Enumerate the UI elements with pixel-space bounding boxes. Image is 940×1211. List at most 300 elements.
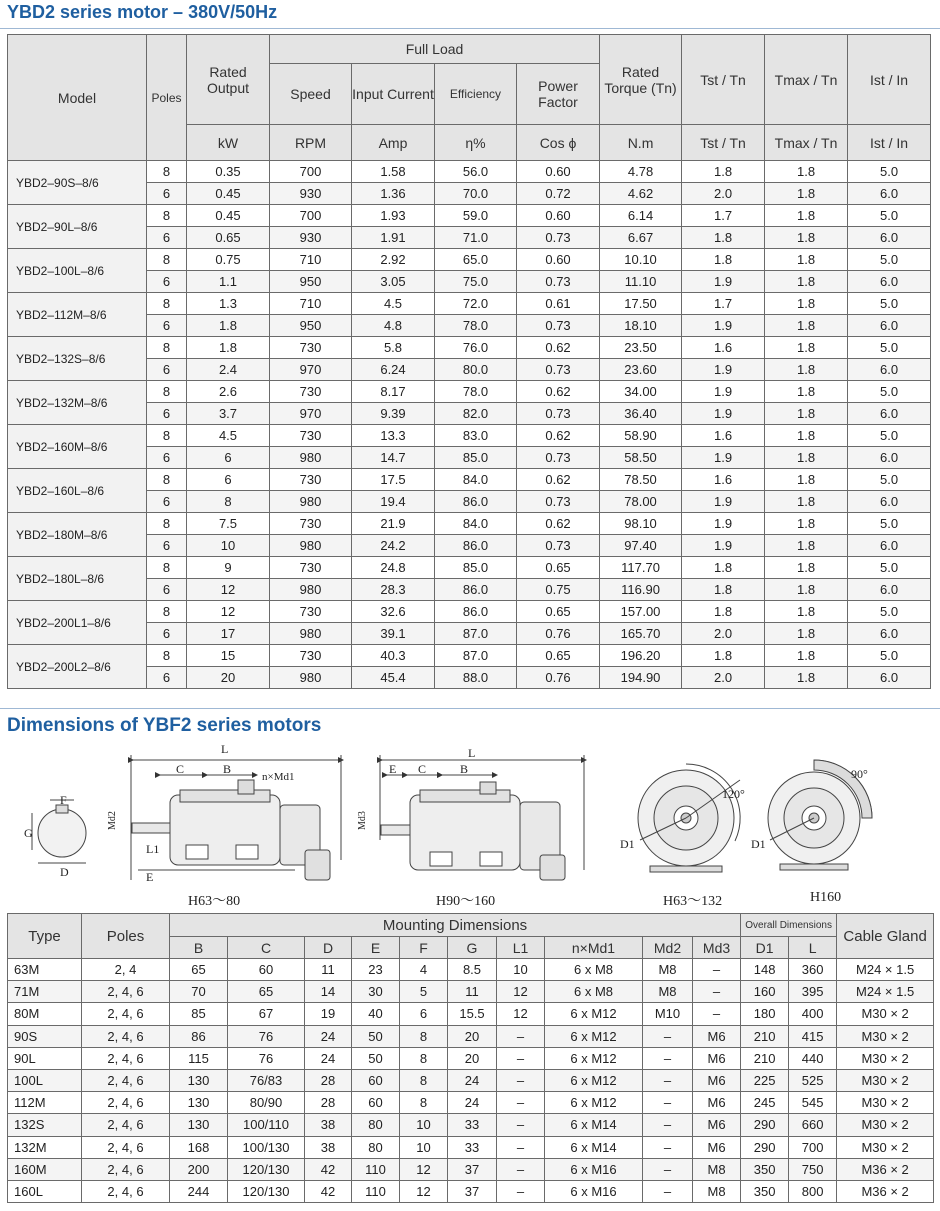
table-cell: 8	[147, 249, 187, 271]
table-cell: 1.93	[352, 205, 435, 227]
table-cell: 5.0	[848, 425, 931, 447]
table-cell: 1.8	[765, 403, 848, 425]
table-cell: 6 x M12	[545, 1003, 643, 1025]
label-D1-2: D1	[751, 837, 766, 851]
table-cell: 117.70	[600, 557, 682, 579]
table-cell: –	[497, 1114, 545, 1136]
table-cell: 6.0	[848, 271, 931, 293]
table-cell: 80/90	[228, 1092, 305, 1114]
table-cell: 5.0	[848, 337, 931, 359]
table-cell: 12	[400, 1158, 448, 1180]
table-cell: 1.36	[352, 183, 435, 205]
table-cell: 1.7	[682, 293, 765, 315]
model-name: YBD2–132S–8/6	[8, 337, 147, 381]
table-cell: 39.1	[352, 623, 435, 645]
table-cell: 38	[305, 1136, 352, 1158]
table-cell: 6 x M14	[545, 1114, 643, 1136]
motor-type: 63M	[8, 959, 82, 981]
header-tmax-tn: Tmax / Tn	[765, 35, 848, 125]
label-C-2: C	[418, 762, 427, 776]
table-cell: 6.0	[848, 623, 931, 645]
table-cell: M30 × 2	[837, 1003, 934, 1025]
table-cell: 5.0	[848, 513, 931, 535]
header-model: Model	[8, 35, 147, 161]
table-cell: –	[643, 1114, 693, 1136]
table-cell: –	[643, 1092, 693, 1114]
table-cell: 5.0	[848, 205, 931, 227]
table-cell: M30 × 2	[837, 1069, 934, 1091]
table-cell: 6	[187, 447, 270, 469]
table-cell: 19	[305, 1003, 352, 1025]
table-cell: 60	[352, 1092, 400, 1114]
table-cell: 8	[147, 425, 187, 447]
table-cell: 1.8	[765, 315, 848, 337]
table-cell: 730	[270, 469, 352, 491]
table-cell: 6	[147, 667, 187, 689]
label-L1: L1	[146, 842, 160, 856]
table-cell: 980	[270, 667, 352, 689]
table-cell: 6.0	[848, 183, 931, 205]
table-cell: 23	[352, 959, 400, 981]
table-cell: 1.8	[765, 557, 848, 579]
table-cell: 20	[448, 1025, 497, 1047]
table-cell: 130	[170, 1069, 228, 1091]
table-cell: 86.0	[435, 601, 517, 623]
table-cell: M30 × 2	[837, 1025, 934, 1047]
table-row	[8, 1136, 934, 1158]
header-mounting: Mounting Dimensions	[170, 914, 741, 937]
table-cell: 1.6	[682, 469, 765, 491]
model-name: YBD2–200L2–8/6	[8, 645, 147, 689]
table-cell: 8	[147, 293, 187, 315]
table-cell: 120/130	[228, 1158, 305, 1180]
dim-col-header: E	[352, 937, 400, 959]
table-cell: 8.5	[448, 959, 497, 981]
table-row	[8, 161, 940, 183]
table-cell: 2, 4, 6	[82, 1047, 170, 1069]
table-cell: 6.0	[848, 227, 931, 249]
table-cell: 0.73	[517, 271, 600, 293]
table-cell: 245	[741, 1092, 789, 1114]
table-cell: 85.0	[435, 557, 517, 579]
table-cell: 65.0	[435, 249, 517, 271]
table-cell: 6 x M12	[545, 1047, 643, 1069]
dim-col-header: Md3	[693, 937, 741, 959]
table-cell: 28.3	[352, 579, 435, 601]
table-cell: 33	[448, 1114, 497, 1136]
table-cell: 78.00	[600, 491, 682, 513]
table-cell: 5.0	[848, 293, 931, 315]
table-row	[8, 513, 940, 535]
table-cell: 14	[305, 981, 352, 1003]
table-cell: 200	[170, 1158, 228, 1180]
model-name: YBD2–180M–8/6	[8, 513, 147, 557]
table-row	[8, 1180, 934, 1202]
table-cell: 0.60	[517, 161, 600, 183]
table-cell: 13.3	[352, 425, 435, 447]
table-cell: 1.6	[682, 337, 765, 359]
table-cell: 970	[270, 403, 352, 425]
table-cell: 15	[187, 645, 270, 667]
table-cell: 28	[305, 1069, 352, 1091]
table-cell: 0.73	[517, 227, 600, 249]
table-cell: 2, 4, 6	[82, 1069, 170, 1091]
table-cell: 0.73	[517, 535, 600, 557]
table-row	[8, 425, 940, 447]
table-cell: –	[497, 1025, 545, 1047]
table-cell: 1.9	[682, 403, 765, 425]
table-cell: 710	[270, 249, 352, 271]
table-cell: 6.0	[848, 535, 931, 557]
table-cell: 700	[789, 1136, 837, 1158]
table-cell: 180	[741, 1003, 789, 1025]
table-cell: –	[643, 1069, 693, 1091]
table-cell: 0.65	[517, 601, 600, 623]
table-cell: 1.8	[765, 249, 848, 271]
table-cell: 23.60	[600, 359, 682, 381]
table-cell: M24 × 1.5	[837, 959, 934, 981]
table-cell: 0.75	[187, 249, 270, 271]
table-cell: 2, 4, 6	[82, 1114, 170, 1136]
table-row	[8, 381, 940, 403]
table-cell: 24.8	[352, 557, 435, 579]
label-E-2: E	[389, 762, 397, 776]
table-cell: 37	[448, 1158, 497, 1180]
table-cell: 1.8	[682, 601, 765, 623]
table-cell: –	[497, 1180, 545, 1202]
table-cell: 0.76	[517, 667, 600, 689]
table-cell: 2, 4, 6	[82, 1003, 170, 1025]
table-cell: 5.0	[848, 381, 931, 403]
table-cell: 400	[789, 1003, 837, 1025]
table-cell: 15.5	[448, 1003, 497, 1025]
table-cell: 6 x M8	[545, 981, 643, 1003]
table-cell: 6	[147, 227, 187, 249]
table-cell: 1.8	[765, 469, 848, 491]
table-cell: 980	[270, 535, 352, 557]
table-cell: 32.6	[352, 601, 435, 623]
table-cell: 6 x M16	[545, 1158, 643, 1180]
table-cell: 730	[270, 337, 352, 359]
table-cell: 58.90	[600, 425, 682, 447]
label-G: G	[24, 826, 33, 840]
table-cell: 80.0	[435, 359, 517, 381]
table-row	[8, 227, 940, 249]
table-cell: 730	[270, 645, 352, 667]
table-cell: 5.8	[352, 337, 435, 359]
header-ist-in: Ist / In	[848, 35, 931, 125]
table-cell: 160	[741, 981, 789, 1003]
motor-side-view-large	[380, 755, 584, 880]
table-cell: 1.8	[765, 513, 848, 535]
table-row	[8, 1069, 934, 1091]
table-cell: 1.8	[187, 315, 270, 337]
table-cell: 0.62	[517, 425, 600, 447]
table-cell: 6 x M12	[545, 1025, 643, 1047]
table-cell: 40.3	[352, 645, 435, 667]
table-cell: 0.62	[517, 469, 600, 491]
table-cell: 0.60	[517, 249, 600, 271]
table-row	[8, 1003, 934, 1025]
table-cell: 5.0	[848, 645, 931, 667]
table-cell: 34.00	[600, 381, 682, 403]
table-cell: M30 × 2	[837, 1092, 934, 1114]
table-cell: 1.7	[682, 205, 765, 227]
unit-cell: Cos ϕ	[517, 125, 600, 161]
unit-cell: N.m	[600, 125, 682, 161]
table-cell: 110	[352, 1158, 400, 1180]
label-90: 90°	[851, 767, 868, 781]
table-cell: 4.5	[352, 293, 435, 315]
label-B-1: B	[223, 762, 232, 776]
table-cell: 6.0	[848, 491, 931, 513]
table-row	[8, 183, 940, 205]
table-cell: 10.10	[600, 249, 682, 271]
table-cell: 20	[187, 667, 270, 689]
table-cell: 700	[270, 161, 352, 183]
table-cell: 2.0	[682, 623, 765, 645]
label-D1-1: D1	[620, 837, 635, 851]
table-cell: 87.0	[435, 645, 517, 667]
table-cell: 80	[352, 1136, 400, 1158]
table-cell: 750	[789, 1158, 837, 1180]
table-cell: 45.4	[352, 667, 435, 689]
table-cell: 210	[741, 1047, 789, 1069]
model-name: YBD2–132M–8/6	[8, 381, 147, 425]
unit-cell: Ist / In	[848, 125, 931, 161]
table-cell: 10	[187, 535, 270, 557]
table-cell: 6 x M12	[545, 1092, 643, 1114]
table-cell: 11	[448, 981, 497, 1003]
table-cell: 6.0	[848, 315, 931, 337]
table-cell: 30	[352, 981, 400, 1003]
table-cell: 2, 4, 6	[82, 1136, 170, 1158]
table-cell: 76	[228, 1047, 305, 1069]
table-cell: 1.8	[765, 535, 848, 557]
table-cell: 50	[352, 1047, 400, 1069]
motor-type: 160M	[8, 1158, 82, 1180]
title-divider	[0, 28, 940, 29]
motor-type: 160L	[8, 1180, 82, 1202]
table-cell: 8	[147, 381, 187, 403]
table-cell: 17	[187, 623, 270, 645]
table-cell: 2, 4, 6	[82, 981, 170, 1003]
table-cell: 5.0	[848, 469, 931, 491]
table-cell: 210	[741, 1025, 789, 1047]
table-cell: 10	[400, 1114, 448, 1136]
unit-cell: Tmax / Tn	[765, 125, 848, 161]
table-cell: 1.3	[187, 293, 270, 315]
table-cell: 6	[147, 271, 187, 293]
table-cell: 5.0	[848, 601, 931, 623]
table-cell: 6 x M12	[545, 1069, 643, 1091]
table-cell: 71.0	[435, 227, 517, 249]
table-cell: –	[643, 1158, 693, 1180]
table-cell: 12	[497, 981, 545, 1003]
table-cell: 5.0	[848, 161, 931, 183]
table-cell: 3.05	[352, 271, 435, 293]
table-cell: 86.0	[435, 535, 517, 557]
table-row	[8, 249, 940, 271]
table-cell: 244	[170, 1180, 228, 1202]
table-cell: M6	[693, 1114, 741, 1136]
dim-col-header: B	[170, 937, 228, 959]
model-name: YBD2–90L–8/6	[8, 205, 147, 249]
table-cell: 1.8	[682, 579, 765, 601]
table-cell: 1.9	[682, 491, 765, 513]
table-cell: 1.8	[187, 337, 270, 359]
dim-col-header: D1	[741, 937, 789, 959]
table-cell: 3.7	[187, 403, 270, 425]
table-cell: 4.78	[600, 161, 682, 183]
table-cell: 194.90	[600, 667, 682, 689]
model-name: YBD2–180L–8/6	[8, 557, 147, 601]
table-row	[8, 447, 940, 469]
label-L-2: L	[468, 746, 476, 760]
table-cell: M36 × 2	[837, 1180, 934, 1202]
table-cell: 8	[147, 557, 187, 579]
table-cell: 38	[305, 1114, 352, 1136]
header-efficiency: Efficiency	[435, 64, 517, 125]
table-cell: 196.20	[600, 645, 682, 667]
table-cell: 11	[305, 959, 352, 981]
section-title-dimensions: Dimensions of YBF2 series motors	[7, 715, 322, 736]
dim-col-header: L1	[497, 937, 545, 959]
table-cell: 85.0	[435, 447, 517, 469]
model-name: YBD2–160L–8/6	[8, 469, 147, 513]
table-cell: 78.0	[435, 381, 517, 403]
table-row	[8, 1047, 934, 1069]
table-cell: 1.8	[765, 601, 848, 623]
table-row	[8, 205, 940, 227]
table-cell: 7.5	[187, 513, 270, 535]
table-cell: 78.0	[435, 315, 517, 337]
table-cell: 20	[448, 1047, 497, 1069]
table-cell: 0.73	[517, 315, 600, 337]
table-cell: 395	[789, 981, 837, 1003]
table-cell: 120/130	[228, 1180, 305, 1202]
table-cell: M8	[643, 981, 693, 1003]
table-row	[8, 403, 940, 425]
table-cell: 1.8	[765, 161, 848, 183]
table-cell: 2, 4	[82, 959, 170, 981]
table-cell: 2, 4, 6	[82, 1025, 170, 1047]
table-cell: 65	[228, 981, 305, 1003]
table-cell: 14.7	[352, 447, 435, 469]
table-cell: 19.4	[352, 491, 435, 513]
header-rated-torque: Rated Torque (Tn)	[600, 35, 682, 125]
table-cell: 8.17	[352, 381, 435, 403]
table-row	[8, 315, 940, 337]
table-cell: –	[643, 1136, 693, 1158]
header-full-load: Full Load	[270, 35, 600, 64]
unit-cell: η%	[435, 125, 517, 161]
shaft-end-view	[32, 800, 86, 863]
unit-cell: RPM	[270, 125, 352, 161]
table-cell: –	[497, 1136, 545, 1158]
table-cell: M6	[693, 1047, 741, 1069]
table-cell: 1.8	[682, 645, 765, 667]
table-cell: 83.0	[435, 425, 517, 447]
table-cell: 980	[270, 447, 352, 469]
table-cell: 168	[170, 1136, 228, 1158]
table-cell: 440	[789, 1047, 837, 1069]
table-cell: M30 × 2	[837, 1136, 934, 1158]
table-cell: 6	[147, 535, 187, 557]
table-cell: 33	[448, 1136, 497, 1158]
table-cell: 415	[789, 1025, 837, 1047]
motor-front-view-120	[638, 764, 740, 872]
table-cell: 0.73	[517, 403, 600, 425]
table-cell: 78.50	[600, 469, 682, 491]
table-cell: 800	[789, 1180, 837, 1202]
table-cell: 42	[305, 1180, 352, 1202]
table-cell: 4	[400, 959, 448, 981]
table-cell: 6.67	[600, 227, 682, 249]
table-row	[8, 337, 940, 359]
table-cell: 930	[270, 183, 352, 205]
dim-col-header: n×Md1	[545, 937, 643, 959]
table-cell: 165.70	[600, 623, 682, 645]
table-cell: 5.0	[848, 249, 931, 271]
table-cell: 8	[147, 645, 187, 667]
unit-cell: Tst / Tn	[682, 125, 765, 161]
table-row	[8, 1025, 934, 1047]
table-cell: –	[497, 1158, 545, 1180]
table-cell: 930	[270, 227, 352, 249]
table-cell: –	[693, 981, 741, 1003]
table-row	[8, 293, 940, 315]
table-cell: –	[643, 1047, 693, 1069]
motor-type: 132M	[8, 1136, 82, 1158]
caption-h90-160: H90～160	[436, 894, 496, 909]
table-cell: 1.8	[765, 293, 848, 315]
table-cell: 100/130	[228, 1136, 305, 1158]
motor-type: 80M	[8, 1003, 82, 1025]
table-cell: 1.8	[765, 227, 848, 249]
table-cell: 0.65	[517, 645, 600, 667]
table-cell: 290	[741, 1136, 789, 1158]
table-cell: 157.00	[600, 601, 682, 623]
table-cell: 10	[400, 1136, 448, 1158]
table-cell: 72.0	[435, 293, 517, 315]
header-input-current: Input Current	[352, 64, 435, 125]
table-cell: M6	[693, 1092, 741, 1114]
table-cell: 980	[270, 579, 352, 601]
table-cell: 8	[400, 1069, 448, 1091]
table-cell: M24 × 1.5	[837, 981, 934, 1003]
label-B-2: B	[460, 762, 469, 776]
table-row	[8, 623, 940, 645]
table-cell: 110	[352, 1180, 400, 1202]
table-cell: 24.2	[352, 535, 435, 557]
table-cell: 6	[147, 491, 187, 513]
table-cell: M36 × 2	[837, 1158, 934, 1180]
caption-h63-132: H63～132	[663, 894, 723, 909]
table-row	[8, 981, 934, 1003]
table-cell: M8	[643, 959, 693, 981]
motor-type: 100L	[8, 1069, 82, 1091]
table-cell: 0.45	[187, 183, 270, 205]
table-cell: 76.0	[435, 337, 517, 359]
table-cell: 58.50	[600, 447, 682, 469]
table-cell: 56.0	[435, 161, 517, 183]
model-name: YBD2–100L–8/6	[8, 249, 147, 293]
table-cell: 290	[741, 1114, 789, 1136]
table-cell: 76/83	[228, 1069, 305, 1091]
table-cell: 24	[305, 1025, 352, 1047]
table-cell: M30 × 2	[837, 1114, 934, 1136]
